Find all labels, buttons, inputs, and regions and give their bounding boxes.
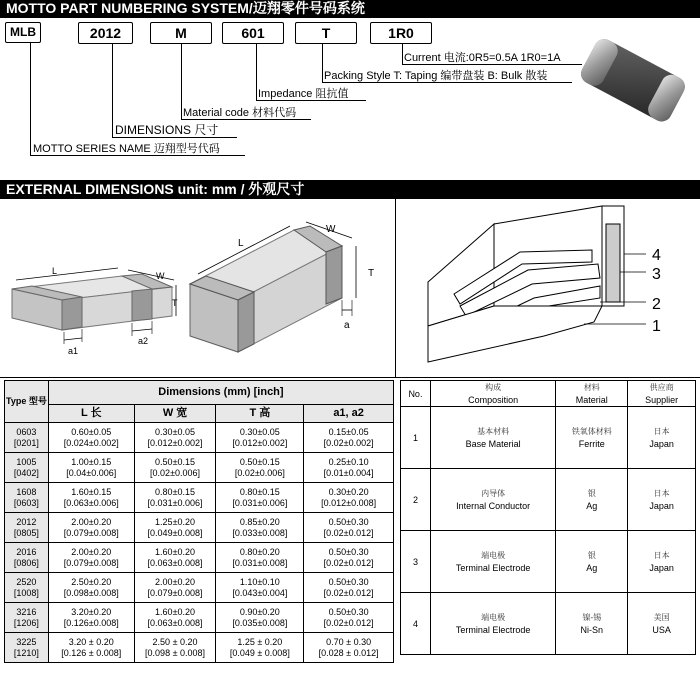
- comp-cell-material: 银 Ag: [556, 469, 628, 531]
- layer-label-1: 1: [652, 318, 661, 335]
- comp-header-supplier: 供应商 Supplier: [628, 381, 696, 407]
- comp-cell-supplier: 日本 Japan: [628, 531, 696, 593]
- comp-cell-no: 2: [401, 469, 431, 531]
- comp-cell-supplier: 美国 USA: [628, 593, 696, 655]
- dim-cell-T: 0.90±0.20 [0.035±0.008]: [216, 603, 304, 633]
- small-chip-drawing: [6, 240, 186, 365]
- comp-cell-no: 3: [401, 531, 431, 593]
- code-impedance: 601: [222, 22, 284, 44]
- col-header-L: L 长: [48, 405, 134, 423]
- dim-cell-T: 0.80±0.15 [0.031±0.006]: [216, 483, 304, 513]
- type-header: Type 型号: [5, 381, 49, 423]
- small-label-a1: a1: [68, 346, 79, 356]
- table-row: [401, 407, 696, 469]
- big-chip-drawing: [182, 212, 394, 372]
- dim-cell-L: 1.60±0.15 [0.063±0.006]: [48, 483, 134, 513]
- label-material: Material code 材料代码: [183, 107, 297, 119]
- dims-header: Dimensions (mm) [inch]: [48, 381, 393, 405]
- table-row: [401, 531, 696, 593]
- table-row: [5, 603, 394, 633]
- dim-cell-L: 0.60±0.05 [0.024±0.002]: [48, 423, 134, 453]
- col-header-a: a1, a2: [304, 405, 394, 423]
- label-packing: Packing Style T: Taping 编带盘装 B: Bulk 散装: [324, 70, 548, 82]
- dim-cell-T: 0.50±0.15 [0.02±0.006]: [216, 453, 304, 483]
- code-dimensions: 2012: [78, 22, 133, 44]
- dim-cell-type: 3225 [1210]: [5, 633, 49, 663]
- big-label-W: W: [326, 224, 336, 235]
- dim-cell-type: 2016 [0806]: [5, 543, 49, 573]
- comp-header-material: 材料 Material: [556, 381, 628, 407]
- label-dimensions: DIMENSIONS 尺寸: [115, 123, 219, 137]
- table-row: [5, 543, 394, 573]
- label-impedance: Impedance 阻抗值: [258, 88, 349, 100]
- dim-cell-type: 3216 [1206]: [5, 603, 49, 633]
- label-current: Current 电流:0R5=0.5A 1R0=1A: [404, 52, 561, 64]
- dim-cell-L: 3.20±0.20 [0.126±0.008]: [48, 603, 134, 633]
- big-label-T: T: [368, 268, 375, 279]
- table-row: [5, 633, 394, 663]
- layer-label-2: 2: [652, 296, 661, 313]
- comp-cell-composition: 端电极 Terminal Electrode: [430, 531, 556, 593]
- dim-cell-L: 2.00±0.20 [0.079±0.008]: [48, 513, 134, 543]
- dim-cell-a: 0.50±0.30 [0.02±0.012]: [304, 603, 394, 633]
- dim-cell-type: 2012 [0805]: [5, 513, 49, 543]
- dim-cell-W: 1.60±0.20 [0.063±0.008]: [134, 603, 216, 633]
- col-header-T: T 高: [216, 405, 304, 423]
- small-label-L: L: [52, 266, 58, 276]
- comp-cell-composition: 端电极 Terminal Electrode: [430, 593, 556, 655]
- code-packing: T: [295, 22, 357, 44]
- small-label-a2: a2: [138, 336, 149, 346]
- dim-cell-L: 2.00±0.20 [0.079±0.008]: [48, 543, 134, 573]
- comp-cell-material: 铁氧体材料 Ferrite: [556, 407, 628, 469]
- code-current: 1R0: [370, 22, 432, 44]
- comp-cell-no: 4: [401, 593, 431, 655]
- dim-cell-a: 0.50±0.30 [0.02±0.012]: [304, 543, 394, 573]
- dim-cell-T: 1.25 ± 0.20 [0.049 ± 0.008]: [216, 633, 304, 663]
- dim-cell-L: 2.50±0.20 [0.098±0.008]: [48, 573, 134, 603]
- comp-cell-no: 1: [401, 407, 431, 469]
- code-material: M: [150, 22, 212, 44]
- dim-cell-W: 1.60±0.20 [0.063±0.008]: [134, 543, 216, 573]
- layer-label-3: 3: [652, 266, 661, 283]
- dim-cell-W: 0.80±0.15 [0.031±0.006]: [134, 483, 216, 513]
- dim-cell-L: 1.00±0.15 [0.04±0.006]: [48, 453, 134, 483]
- dim-cell-T: 0.80±0.20 [0.031±0.008]: [216, 543, 304, 573]
- comp-cell-composition: 内导体 Internal Conductor: [430, 469, 556, 531]
- dim-cell-T: 0.30±0.05 [0.012±0.002]: [216, 423, 304, 453]
- small-label-W: W: [156, 271, 165, 281]
- comp-cell-supplier: 日本 Japan: [628, 469, 696, 531]
- layer-label-4: 4: [652, 247, 661, 264]
- dim-cell-a: 0.50±0.30 [0.02±0.012]: [304, 573, 394, 603]
- dim-cell-T: 1.10±0.10 [0.043±0.004]: [216, 573, 304, 603]
- table-row: [5, 483, 394, 513]
- code-series: MLB: [5, 22, 41, 43]
- dim-cell-type: 0603 [0201]: [5, 423, 49, 453]
- comp-header-no: No.: [401, 381, 431, 407]
- composition-table: [400, 380, 696, 655]
- small-label-T: T: [172, 298, 178, 308]
- comp-header-composition: 构成 Composition: [430, 381, 556, 407]
- table-row: [401, 469, 696, 531]
- dim-cell-W: 1.25±0.20 [0.049±0.008]: [134, 513, 216, 543]
- dim-cell-type: 2520 [1008]: [5, 573, 49, 603]
- table-row: [5, 453, 394, 483]
- dim-cell-W: 0.50±0.15 [0.02±0.006]: [134, 453, 216, 483]
- dim-cell-type: 1608 [0603]: [5, 483, 49, 513]
- chip-photo: [568, 22, 696, 140]
- comp-cell-material: 银 Ag: [556, 531, 628, 593]
- dim-cell-type: 1005 [0402]: [5, 453, 49, 483]
- comp-cell-supplier: 日本 Japan: [628, 407, 696, 469]
- cross-section-drawing: [424, 202, 696, 370]
- table-row: [401, 593, 696, 655]
- comp-cell-composition: 基本材料 Base Material: [430, 407, 556, 469]
- external-dimensions-title: EXTERNAL DIMENSIONS unit: mm / 外观尺寸: [0, 180, 700, 199]
- table-row: [5, 513, 394, 543]
- label-series: MOTTO SERIES NAME 迈翔型号代码: [33, 143, 220, 155]
- dim-cell-W: 2.00±0.20 [0.079±0.008]: [134, 573, 216, 603]
- dim-cell-W: 2.50 ± 0.20 [0.098 ± 0.008]: [134, 633, 216, 663]
- col-header-W: W 宽: [134, 405, 216, 423]
- part-numbering-title: MOTTO PART NUMBERING SYSTEM/迈翔零件号码系统: [0, 0, 700, 18]
- dim-cell-L: 3.20 ± 0.20 [0.126 ± 0.008]: [48, 633, 134, 663]
- dim-cell-a: 0.70 ± 0.30 [0.028 ± 0.012]: [304, 633, 394, 663]
- dimensions-table: [4, 380, 394, 663]
- dim-cell-W: 0.30±0.05 [0.012±0.002]: [134, 423, 216, 453]
- table-row: [5, 423, 394, 453]
- dim-cell-a: 0.15±0.05 [0.02±0.002]: [304, 423, 394, 453]
- table-row: [5, 573, 394, 603]
- big-label-L: L: [238, 238, 244, 249]
- dim-cell-a: 0.50±0.30 [0.02±0.012]: [304, 513, 394, 543]
- comp-cell-material: 镍-锡 Ni-Sn: [556, 593, 628, 655]
- dim-cell-T: 0.85±0.20 [0.033±0.008]: [216, 513, 304, 543]
- big-label-a: a: [344, 320, 350, 331]
- dim-cell-a: 0.25±0.10 [0.01±0.004]: [304, 453, 394, 483]
- dim-cell-a: 0.30±0.20 [0.012±0.008]: [304, 483, 394, 513]
